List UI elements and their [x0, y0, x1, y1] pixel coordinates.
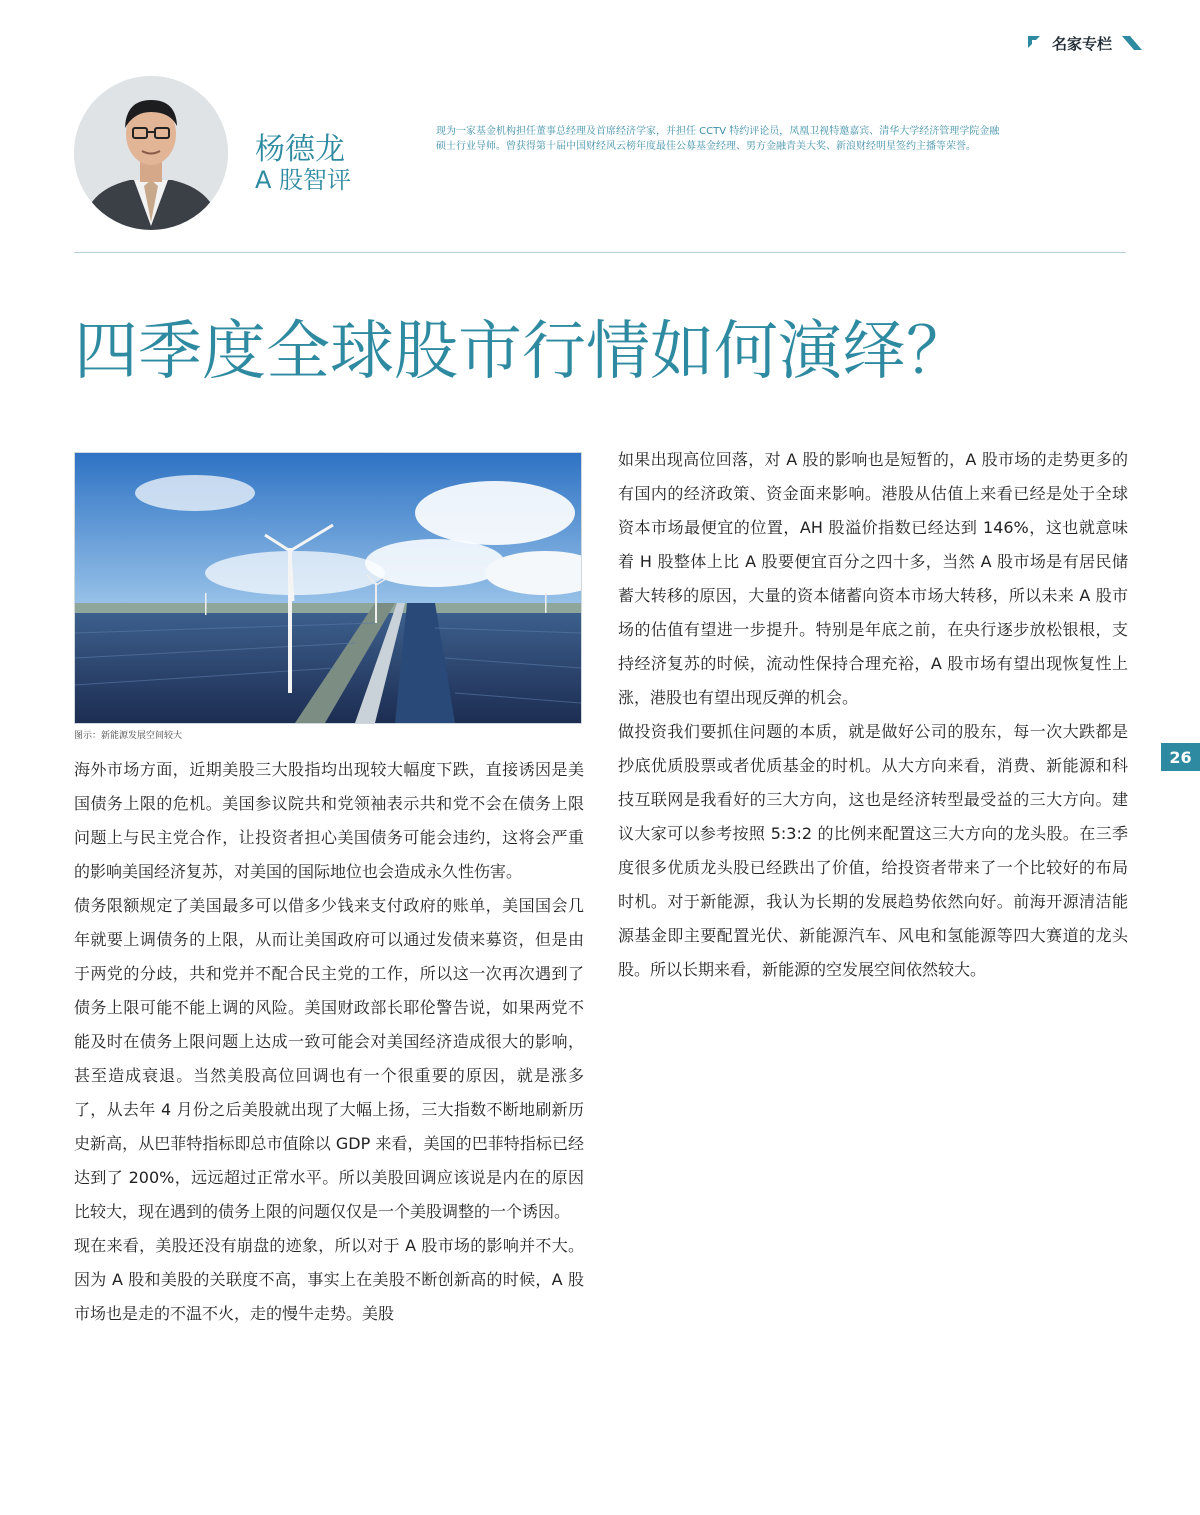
article-column-right	[618, 443, 1128, 987]
page-number: 26	[1161, 743, 1200, 771]
chevron-bracket-icon	[1026, 34, 1044, 52]
article-title: 四季度全球股市行情如何演绎？	[74, 315, 970, 389]
column-tag	[1026, 30, 1146, 56]
paragraph: 海外市场方面，近期美股三大股指均出现较大幅度下跌，直接诱因是美国债务上限的危机。美国参议院共和党领袖表示共和党不会在债务上限问题上与民主党合作，让投资者担心美国债务可能会违约，这将会严重的影响美国经济复苏，对美国的国际地位也会造成永久性伤害。	[74, 760, 584, 881]
article-photo	[74, 452, 582, 724]
paragraph: 做投资我们要抓住问题的本质，就是做好公司的股东，每一次大跌都是抄底优质股票或者优质基金的时机。从大方向来看，消费、新能源和科技互联网是我看好的三大方向，这也是经济转型最受益的三大方向。建议大家可以参考按照 5:3:2 的比例来配置这三大方向的龙头股。在三季度很多优质龙头股已经跌出了价值，给投资者带来了一个比较好的布局时机。对于新能源，我认为长期的发展趋势依然向好。前海开源清洁能源基金即主要配置光伏、新能源汽车、风电和氢能源等四大赛道的龙头股。所以长期来看，新能源的空发展空间依然较大。	[618, 722, 1128, 979]
column-tag-label: 名家专栏	[1052, 34, 1113, 53]
article-column-left	[74, 753, 584, 1331]
author-avatar	[74, 76, 228, 230]
slash-stripe-icon	[1120, 34, 1144, 52]
author-bio: 现为一家基金机构担任董事总经理及首席经济学家，并担任 CCTV 特约评论员，凤凰卫视特邀嘉宾、清华大学经济管理学院金融硕士行业导师。曾获得第十届中国财经风云榜年度最佳公募基金经理、男方金融青美大奖、新浪财经明星签约主播等荣誉。	[436, 126, 1000, 152]
header-divider	[74, 252, 1126, 253]
author-column-name: A 股智评	[255, 166, 352, 194]
paragraph: 现在来看，美股还没有崩盘的迹象，所以对于 A 股市场的影响并不大。因为 A 股和美股的关联度不高，事实上在美股不断创新高的时候，A 股市场也是走的不温不火，走的慢牛走势。美股	[74, 1236, 584, 1323]
author-name: 杨德龙	[255, 132, 345, 167]
paragraph: 如果出现高位回落，对 A 股的影响也是短暂的，A 股市场的走势更多的有国内的经济政策、资金面来影响。港股从估值上来看已经是处于全球资本市场最便宜的位置，AH 股溢价指数已经达到 146%，这也就意味着 H 股整体上比 A 股要便宜百分之四十多，当然 A 股市场是有居民储蓄大转移的原因，大量的资本储蓄向资本市场大转移，所以未来 A 股市场的估值有望进一步提升。特别是年底之前，在央行逐步放松银根，支持经济复苏的时候，流动性保持合理充裕，A 股市场有望出现恢复性上涨，港股也有望出现反弹的机会。	[618, 450, 1128, 707]
paragraph: 债务限额规定了美国最多可以借多少钱来支付政府的账单，美国国会几年就要上调债务的上限，从而让美国政府可以通过发债来募资，但是由于两党的分歧，共和党并不配合民主党的工作，所以这一次再次遇到了债务上限可能不能上调的风险。美国财政部长耶伦警告说，如果两党不能及时在债务上限问题上达成一致可能会对美国经济造成很大的影响，甚至造成衰退。当然美股高位回调也有一个很重要的原因，就是涨多了，从去年 4 月份之后美股就出现了大幅上扬，三大指数不断地刷新历史新高，从巴菲特指标即总市值除以 GDP 来看，美国的巴菲特指标已经达到了 200%，远远超过正常水平。所以美股回调应该说是内在的原因比较大，现在遇到的债务上限的问题仅仅是一个美股调整的一个诱因。	[74, 896, 584, 1221]
image-caption: 图示：新能源发展空间较大	[74, 731, 183, 741]
